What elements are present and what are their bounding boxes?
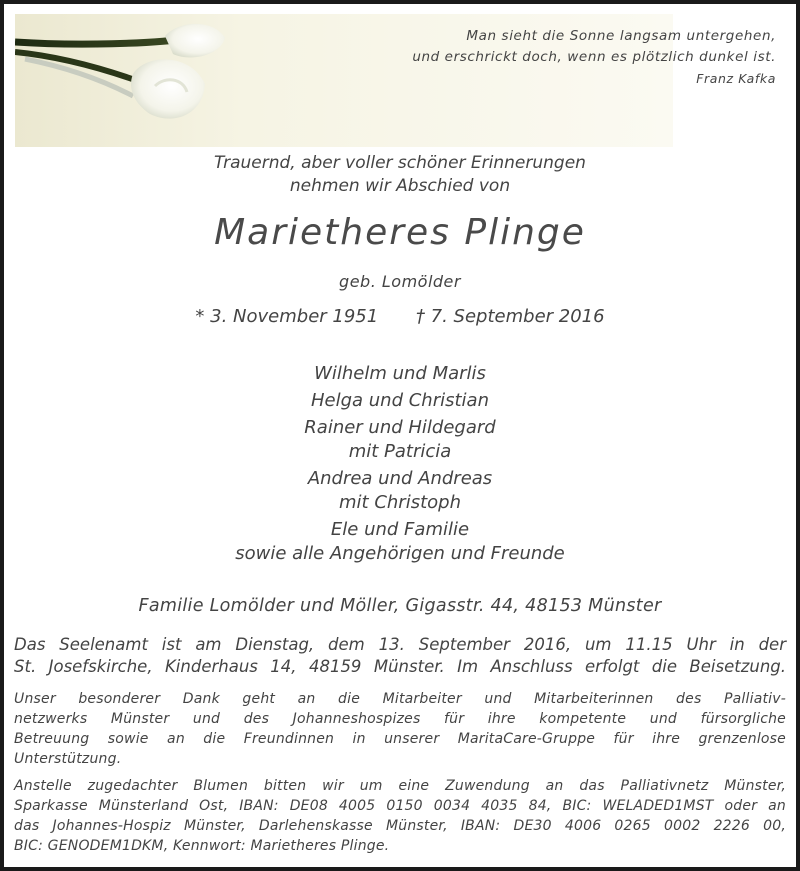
thanks-line: Unterstützung.	[14, 751, 122, 767]
intro-text	[4, 152, 796, 198]
mourner-line: Ele und Familie	[330, 519, 470, 540]
mourner-group	[4, 389, 796, 413]
mourner-group	[4, 362, 796, 386]
donation-line: das Johannes-Hospiz Münster, Darlehenskasse Münster, IBAN: DE30 4006 0265 0002 2226 00,	[14, 818, 786, 834]
thanks-line: Betreuung sowie an die Freundinnen in unserer MaritaCare-Gruppe für ihre grenzenlose	[14, 731, 786, 747]
family-address: Familie Lomölder und Möller, Gigasstr. 44, 48153 Münster	[138, 596, 662, 616]
thanks-line: netzwerks Münster und des Johanneshospizes für ihre kompetente und fürsorgliche	[14, 711, 786, 727]
mourner-group	[4, 467, 796, 515]
kafka-quote	[412, 26, 776, 89]
thanks-paragraph	[14, 689, 786, 769]
donation-line: BIC: GENODEM1DKM, Kennwort: Marietheres Plinge.	[14, 838, 390, 854]
mourner-group	[4, 518, 796, 566]
birth-name: geb. Lomölder	[339, 272, 461, 291]
intro-line: nehmen wir Abschied von	[289, 176, 511, 196]
intro-line: Trauernd, aber voller schöner Erinnerungen	[214, 153, 586, 173]
mourner-line: mit Christoph	[339, 492, 461, 513]
mourner-line: mit Patricia	[348, 441, 452, 462]
deceased-name: Marietheres Plinge	[214, 212, 586, 253]
mourner-line: Rainer und Hildegard	[304, 417, 496, 438]
mourners-list	[4, 362, 796, 569]
donation-line: Sparkasse Münsterland Ost, IBAN: DE08 4005 0150 0034 4035 84, BIC: WELADED1MST oder an	[14, 798, 786, 814]
donation-line: Anstelle zugedachter Blumen bitten wir um eine Zuwendung an das Palliativnetz Münster,	[14, 778, 786, 794]
mourner-group	[4, 416, 796, 464]
quote-author: Franz Kafka	[696, 71, 776, 86]
life-dates	[4, 306, 796, 327]
quote-line: Man sieht die Sonne langsam untergehen,	[466, 28, 776, 44]
quote-line: und erschrickt doch, wenn es plötzlich dunkel ist.	[412, 49, 776, 65]
funeral-line: Das Seelenamt ist am Dienstag, dem 13. September 2016, um 11.15 Uhr in der	[14, 635, 786, 654]
mourner-line: Wilhelm und Marlis	[314, 363, 486, 384]
funeral-line: St. Josefskirche, Kinderhaus 14, 48159 Münster. Im Anschluss erfolgt die Beisetzung.	[14, 657, 786, 676]
mourner-line: Andrea und Andreas	[307, 468, 493, 489]
death-date: † 7. September 2016	[415, 306, 605, 327]
funeral-info	[14, 634, 786, 678]
birth-date: * 3. November 1951	[195, 306, 379, 327]
donation-paragraph	[14, 776, 786, 856]
mourner-line: sowie alle Angehörigen und Freunde	[235, 543, 565, 564]
mourner-line: Helga und Christian	[310, 390, 489, 411]
thanks-line: Unser besonderer Dank geht an die Mitarbeiter und Mitarbeiterinnen des Palliativ-	[14, 691, 786, 707]
